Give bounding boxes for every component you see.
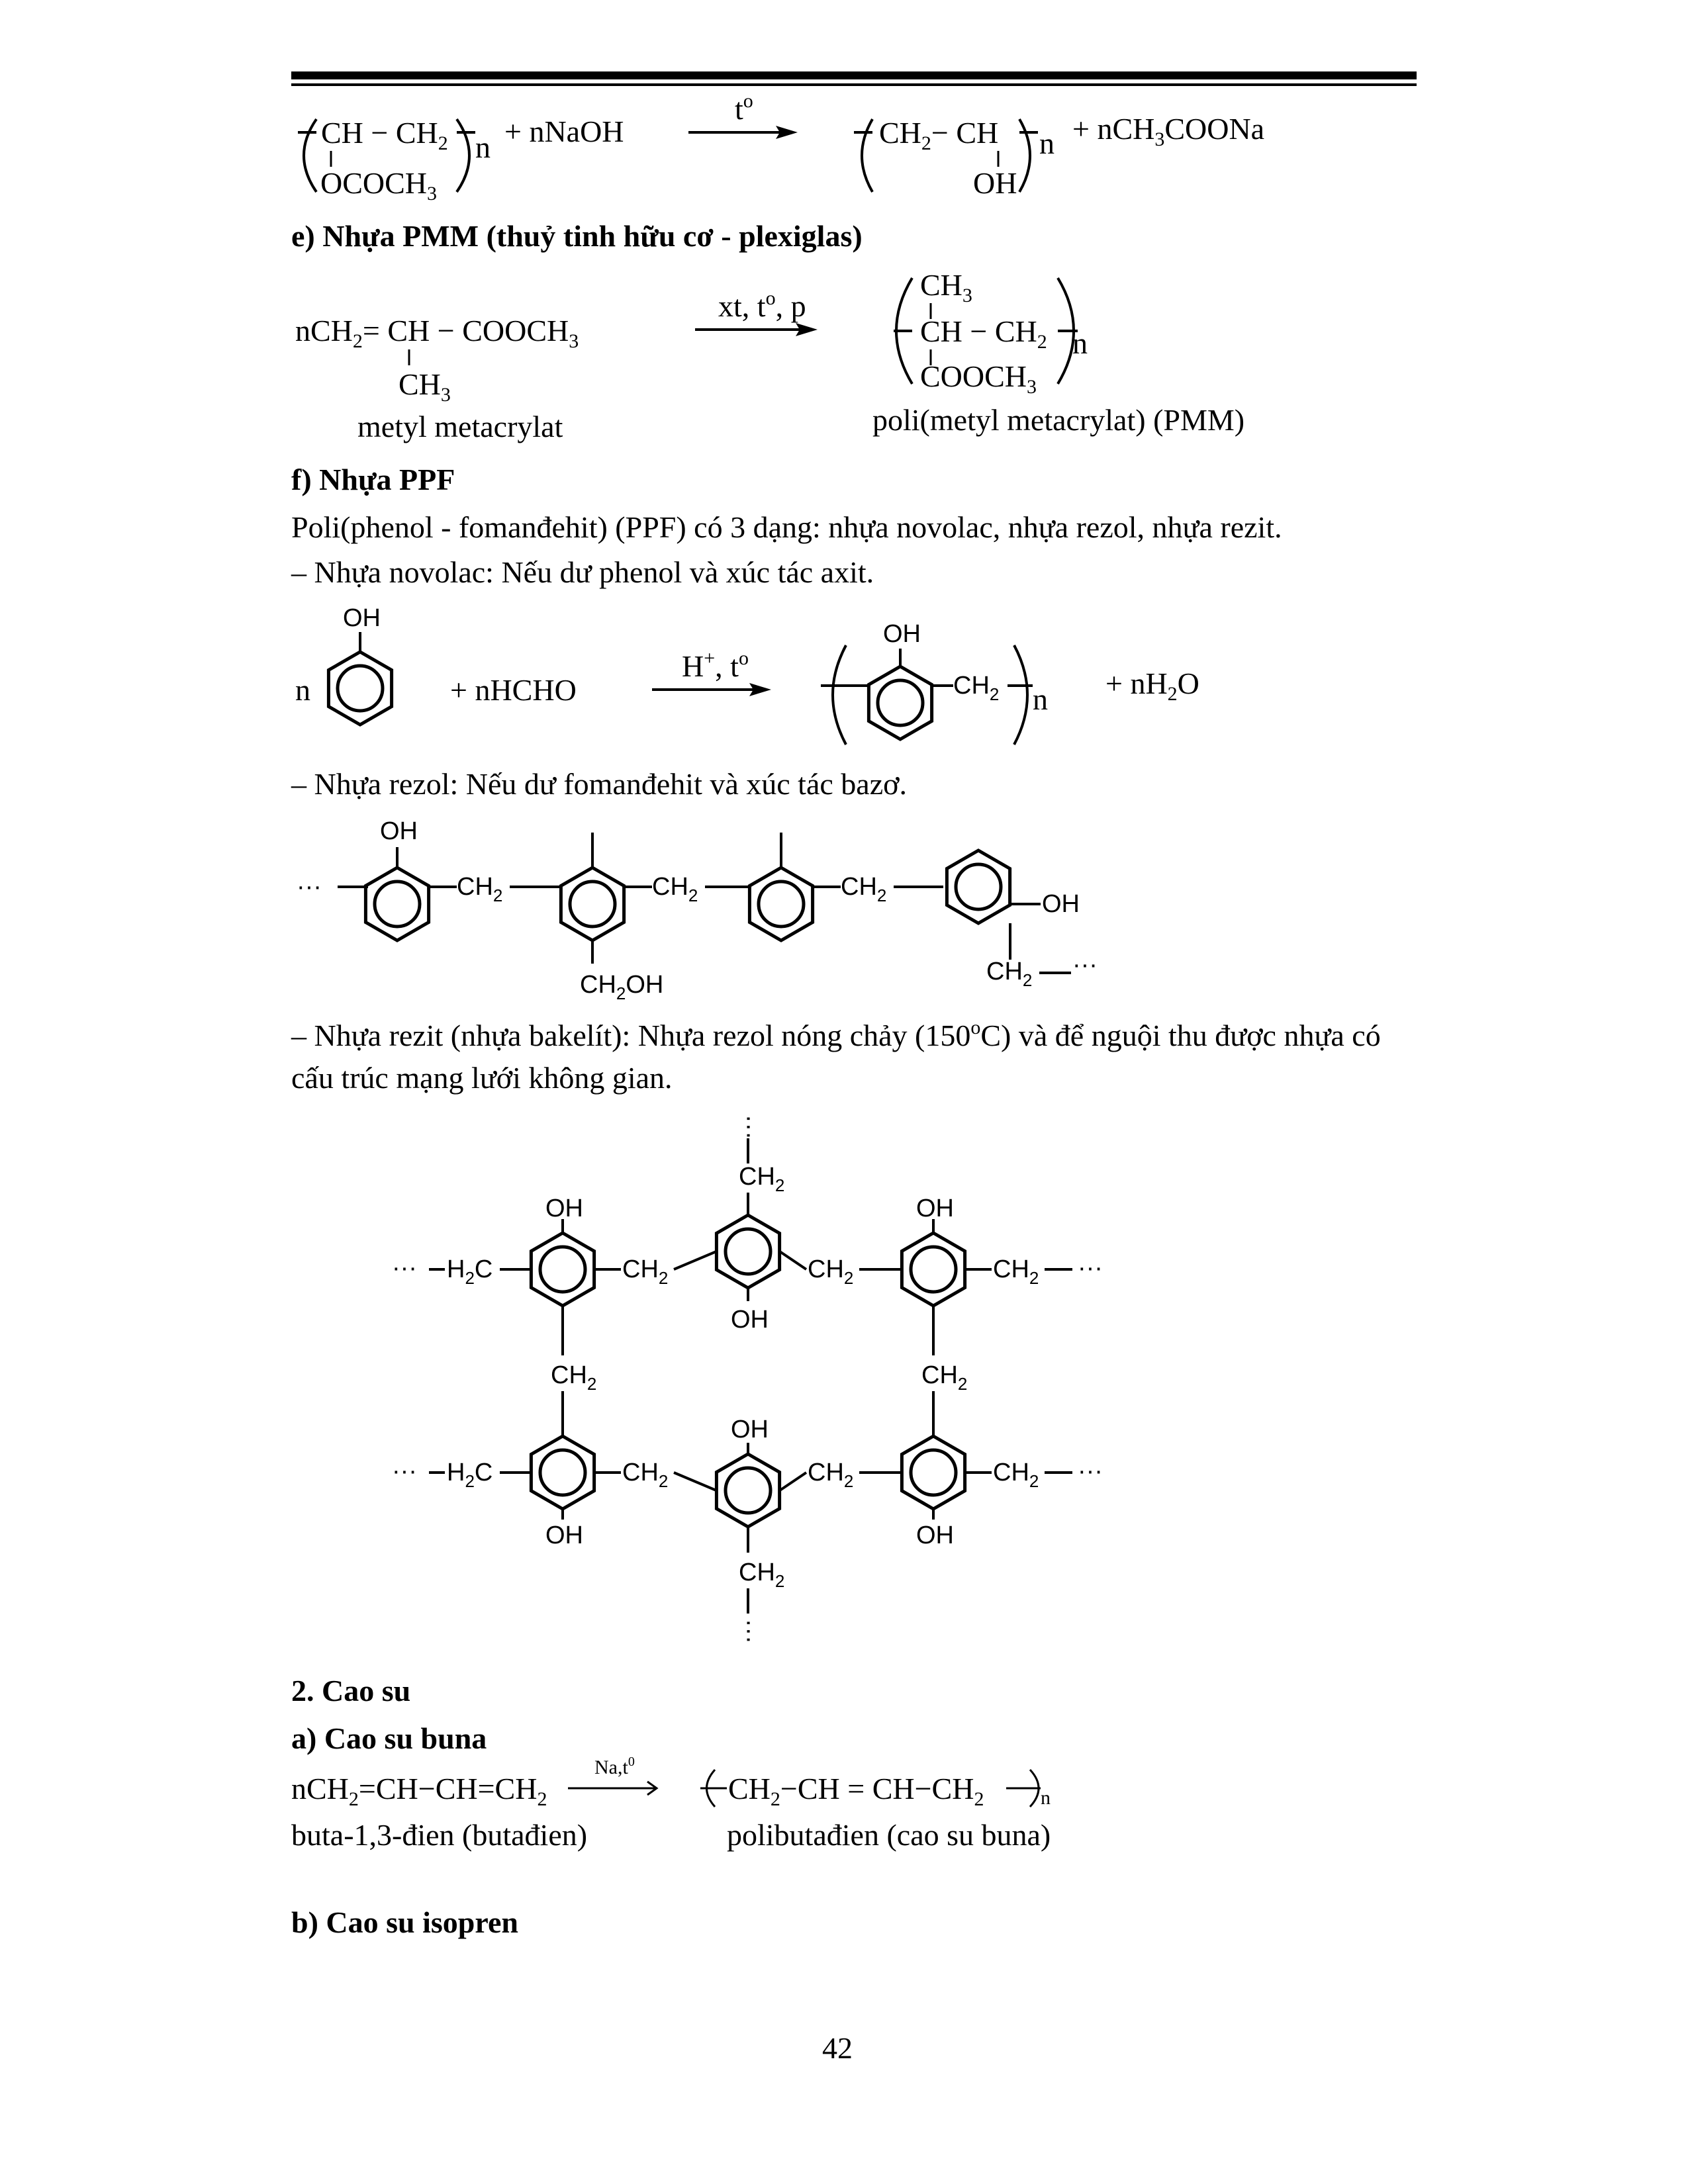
rezol-ch2oh: $CH_2OH$ bbox=[580, 971, 664, 1003]
rezit-dots-r1-left: ··· bbox=[392, 1254, 417, 1282]
pmm-monomer-methyl: $CH_3$ bbox=[399, 367, 451, 406]
buna-monomer-name: buta-1,3-đien (butađien) bbox=[291, 1818, 588, 1852]
ppf-intro: Poli(phenol - fomanđehit) (PPF) có 3 dạng: nhựa novolac, nhựa rezol, nhựa rezit. bbox=[291, 510, 1282, 544]
rezit-oh-b: OH bbox=[731, 1306, 769, 1334]
rezit-ch2-link-left: $CH_2$ bbox=[551, 1361, 597, 1394]
pmm-polymer-name: poli(metyl metacrylat) (PMM) bbox=[872, 403, 1245, 437]
rezit-ch2-r2a: $CH_2$ bbox=[622, 1459, 669, 1491]
rezit-ch2-r1a: $CH_2$ bbox=[622, 1255, 669, 1288]
rezit-dots-bottom: ··· bbox=[735, 1619, 763, 1644]
rezit-ch2-r2b: $CH_2$ bbox=[808, 1459, 854, 1491]
rezol-ch2-3: $CH_2$ bbox=[841, 873, 887, 905]
rezol-dots-right: ··· bbox=[1072, 951, 1098, 979]
novolac-text: – Nhựa novolac: Nếu dư phenol và xúc tác axit. bbox=[291, 555, 874, 589]
rezit-ch2-r2c: $CH_2$ bbox=[993, 1459, 1039, 1491]
reaction-novolac bbox=[295, 604, 1199, 745]
pvac-reagent: + nNaOH bbox=[504, 114, 624, 148]
rezit-dots-top: ··· bbox=[735, 1115, 763, 1140]
rezit-oh-e: OH bbox=[731, 1416, 769, 1443]
novolac-condition: H+, $t^o$ bbox=[682, 647, 749, 683]
rezol-oh-right: OH bbox=[1042, 890, 1080, 918]
pvac-reactant-main: CH − $CH_2$ bbox=[321, 116, 448, 154]
reaction-pvac-hydrolysis bbox=[298, 90, 1264, 205]
rezol-text: – Nhựa rezol: Nếu dư fomanđehit và xúc tác bazơ. bbox=[291, 767, 907, 801]
pvac-product-main: $CH_2-$ CH bbox=[879, 116, 999, 154]
pmm-monomer: nCH$_2$= CH − $COOCH_3$ bbox=[295, 314, 579, 352]
rezit-oh-c: OH bbox=[916, 1195, 954, 1222]
structure-rezol bbox=[297, 817, 1098, 1003]
page-number: 42 bbox=[822, 2031, 853, 2065]
pvac-product-n: n bbox=[1039, 126, 1055, 160]
novolac-phenol-oh: OH bbox=[343, 604, 381, 632]
rezol-dots-left: ··· bbox=[297, 873, 322, 901]
rezit-dots-r2-right: ··· bbox=[1078, 1457, 1103, 1485]
pvac-condition: $t^o$ bbox=[735, 90, 753, 126]
novolac-product-n: n bbox=[1033, 682, 1048, 716]
pmm-polymer-n: n bbox=[1072, 326, 1088, 360]
reaction-pmm bbox=[295, 268, 1244, 443]
pvac-product-group: OH bbox=[973, 166, 1017, 200]
structure-rezit bbox=[392, 1115, 1103, 1644]
novolac-water: + $nH_2O$ bbox=[1105, 666, 1199, 705]
pmm-polymer-ester: $COOCH_3$ bbox=[920, 359, 1037, 398]
rezit-ch2-r1b: $CH_2$ bbox=[808, 1255, 854, 1288]
rezit-ch2-bottom: $CH_2$ bbox=[739, 1559, 785, 1591]
rezit-dots-r1-right: ··· bbox=[1078, 1254, 1103, 1282]
rezit-text-line2: cấu trúc mạng lưới không gian. bbox=[291, 1061, 673, 1095]
heading-rubber: 2. Cao su bbox=[291, 1674, 411, 1707]
novolac-reagent: + nHCHO bbox=[450, 673, 577, 707]
buna-monomer: $nCH_2=CH-CH=CH_2$ bbox=[291, 1772, 547, 1810]
pvac-reactant-group: $OCOCH_3$ bbox=[320, 166, 438, 205]
rezit-dots-r2-left: ··· bbox=[392, 1457, 417, 1485]
heading-isopren: b) Cao su isopren bbox=[291, 1905, 518, 1939]
rezit-oh-a: OH bbox=[545, 1195, 583, 1222]
buna-polymer-name: polibutađien (cao su buna) bbox=[727, 1818, 1051, 1852]
buna-polymer: $CH_2-CH = CH-CH_2$ bbox=[728, 1772, 984, 1810]
rezit-ch2-r1c: $CH_2$ bbox=[993, 1255, 1039, 1288]
header-rule bbox=[291, 71, 1417, 86]
pmm-monomer-name: metyl metacrylat bbox=[357, 410, 563, 443]
buna-polymer-n: n bbox=[1041, 1787, 1051, 1809]
pmm-condition: xt, $t^o$, p bbox=[718, 287, 806, 323]
novolac-product-ch2: $CH_2$ bbox=[953, 672, 1000, 704]
novolac-n: n bbox=[295, 673, 310, 707]
pvac-byproduct: + nCH$_3$COONa bbox=[1072, 112, 1265, 150]
pmm-polymer-main: CH − $CH_2$ bbox=[920, 314, 1047, 353]
rezol-ch2-1: $CH_2$ bbox=[457, 873, 503, 905]
heading-pmm: e) Nhựa PMM (thuỷ tinh hữu cơ - plexiglas) bbox=[291, 219, 863, 253]
rezit-ch2-top: $CH_2$ bbox=[739, 1163, 785, 1195]
rezit-oh-f: OH bbox=[916, 1522, 954, 1549]
pmm-polymer-methyl: $CH_3$ bbox=[920, 268, 972, 306]
pvac-reactant-n: n bbox=[475, 130, 491, 164]
rezol-ch2-2: $CH_2$ bbox=[652, 873, 698, 905]
rezit-ch2-link-right: $CH_2$ bbox=[921, 1361, 968, 1394]
reaction-buna bbox=[291, 1754, 1051, 1852]
rezit-h2c-r1: $H_2C$ bbox=[447, 1255, 493, 1288]
rezit-h2c-r2: $H_2C$ bbox=[447, 1459, 493, 1491]
rezol-ch2-4: $CH_2$ bbox=[986, 958, 1033, 990]
novolac-product-oh: OH bbox=[883, 620, 921, 648]
heading-buna: a) Cao su buna bbox=[291, 1721, 487, 1755]
rezit-oh-d: OH bbox=[545, 1522, 583, 1549]
heading-ppf: f) Nhựa PPF bbox=[291, 463, 455, 496]
buna-condition: $Na,t^0$ bbox=[594, 1754, 635, 1778]
rezit-text-line1: – Nhựa rezit (nhựa bakelít): Nhựa rezol nóng chảy (150$^o$C) và để nguội thu được nhựa có bbox=[291, 1017, 1381, 1052]
rezol-oh-top: OH bbox=[380, 817, 418, 845]
